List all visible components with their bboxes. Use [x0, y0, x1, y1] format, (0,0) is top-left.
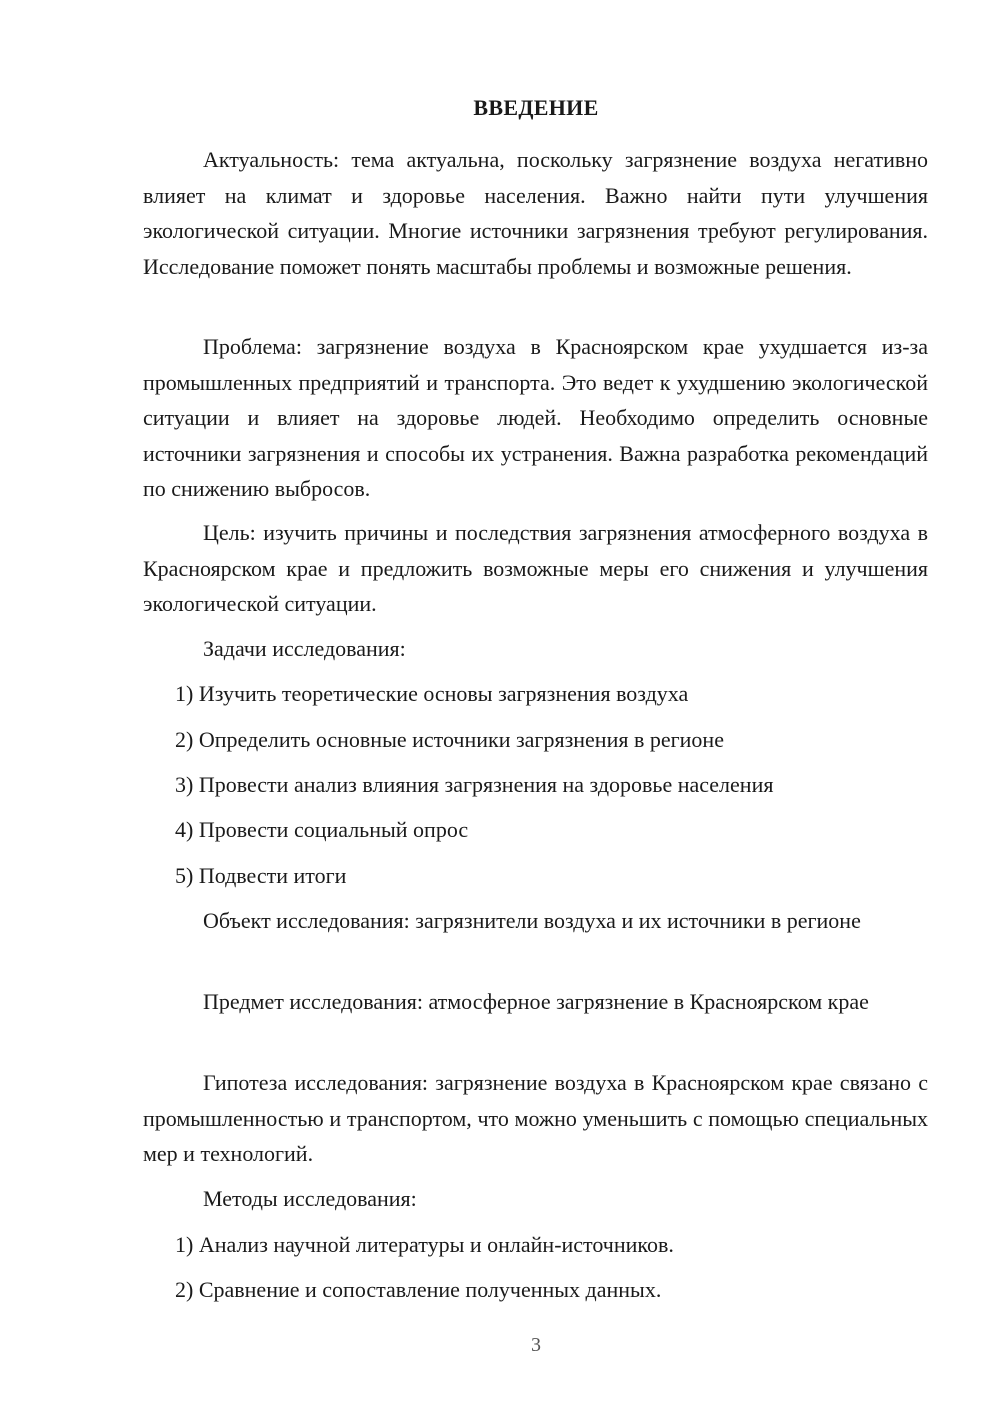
methods-heading-block — [143, 1181, 928, 1217]
task-item-2-block — [143, 722, 928, 758]
hypothesis-paragraph-block — [143, 1065, 928, 1172]
task-item: 3) Провести анализ влияния загрязнения на здоровье населения — [175, 772, 774, 797]
method-item: 2) Сравнение и сопоставление полученных данных. — [175, 1277, 662, 1302]
subject-paragraph-block — [143, 984, 928, 1020]
task-item-3-block — [143, 767, 928, 803]
method-item: 1) Анализ научной литературы и онлайн-источников. — [175, 1232, 674, 1257]
task-item: 2) Определить основные источники загрязнения в регионе — [175, 727, 724, 752]
methods-heading: Методы исследования: — [203, 1186, 417, 1211]
task-item-1-block — [143, 676, 928, 712]
method-item-1-block — [143, 1227, 928, 1263]
goal-paragraph: Цель: изучить причины и последствия загрязнения атмосферного воздуха в Красноярском крае и предложить возможные меры его снижения и улучшения экологической ситуации. — [143, 520, 928, 616]
relevance-paragraph-block — [143, 142, 928, 284]
hypothesis-paragraph: Гипотеза исследования: загрязнение воздуха в Красноярском крае связано с промышленностью и транспортом, что можно уменьшить с помощью специальных мер и технологий. — [143, 1070, 928, 1166]
object-paragraph-block — [143, 903, 928, 939]
section-title: ВВЕДЕНИЕ — [473, 95, 599, 120]
subject-paragraph: Предмет исследования: атмосферное загрязнение в Красноярском крае — [203, 989, 869, 1014]
goal-paragraph-block — [143, 515, 928, 622]
relevance-paragraph: Актуальность: тема актуальна, поскольку загрязнение воздуха негативно влияет на климат и здоровье населения. Важно найти пути улучшения экологической ситуации. Многие источники загрязнения требуют регулирования. Исследование поможет понять масштабы проблемы и возможные решения. — [143, 147, 928, 279]
task-item-4-block — [143, 812, 928, 848]
task-item-5-block — [143, 858, 928, 894]
page-number: 3 — [531, 1334, 541, 1356]
problem-paragraph-block — [143, 329, 928, 507]
problem-paragraph: Проблема: загрязнение воздуха в Красноярском крае ухудшается из-за промышленных предприятий и транспорта. Это ведет к ухудшению экологической ситуации и влияет на здоровье людей. Необходимо определить основные источники загрязнения и способы их устранения. Важна разработка рекомендаций по снижению выбросов. — [143, 334, 928, 501]
task-item: 1) Изучить теоретические основы загрязнения воздуха — [175, 681, 689, 706]
task-item: 4) Провести социальный опрос — [175, 817, 469, 842]
method-item-2-block — [143, 1272, 928, 1308]
object-paragraph: Объект исследования: загрязнители воздуха и их источники в регионе — [203, 908, 861, 933]
tasks-heading: Задачи исследования: — [203, 636, 406, 661]
tasks-heading-block — [143, 631, 928, 667]
task-item: 5) Подвести итоги — [175, 863, 347, 888]
